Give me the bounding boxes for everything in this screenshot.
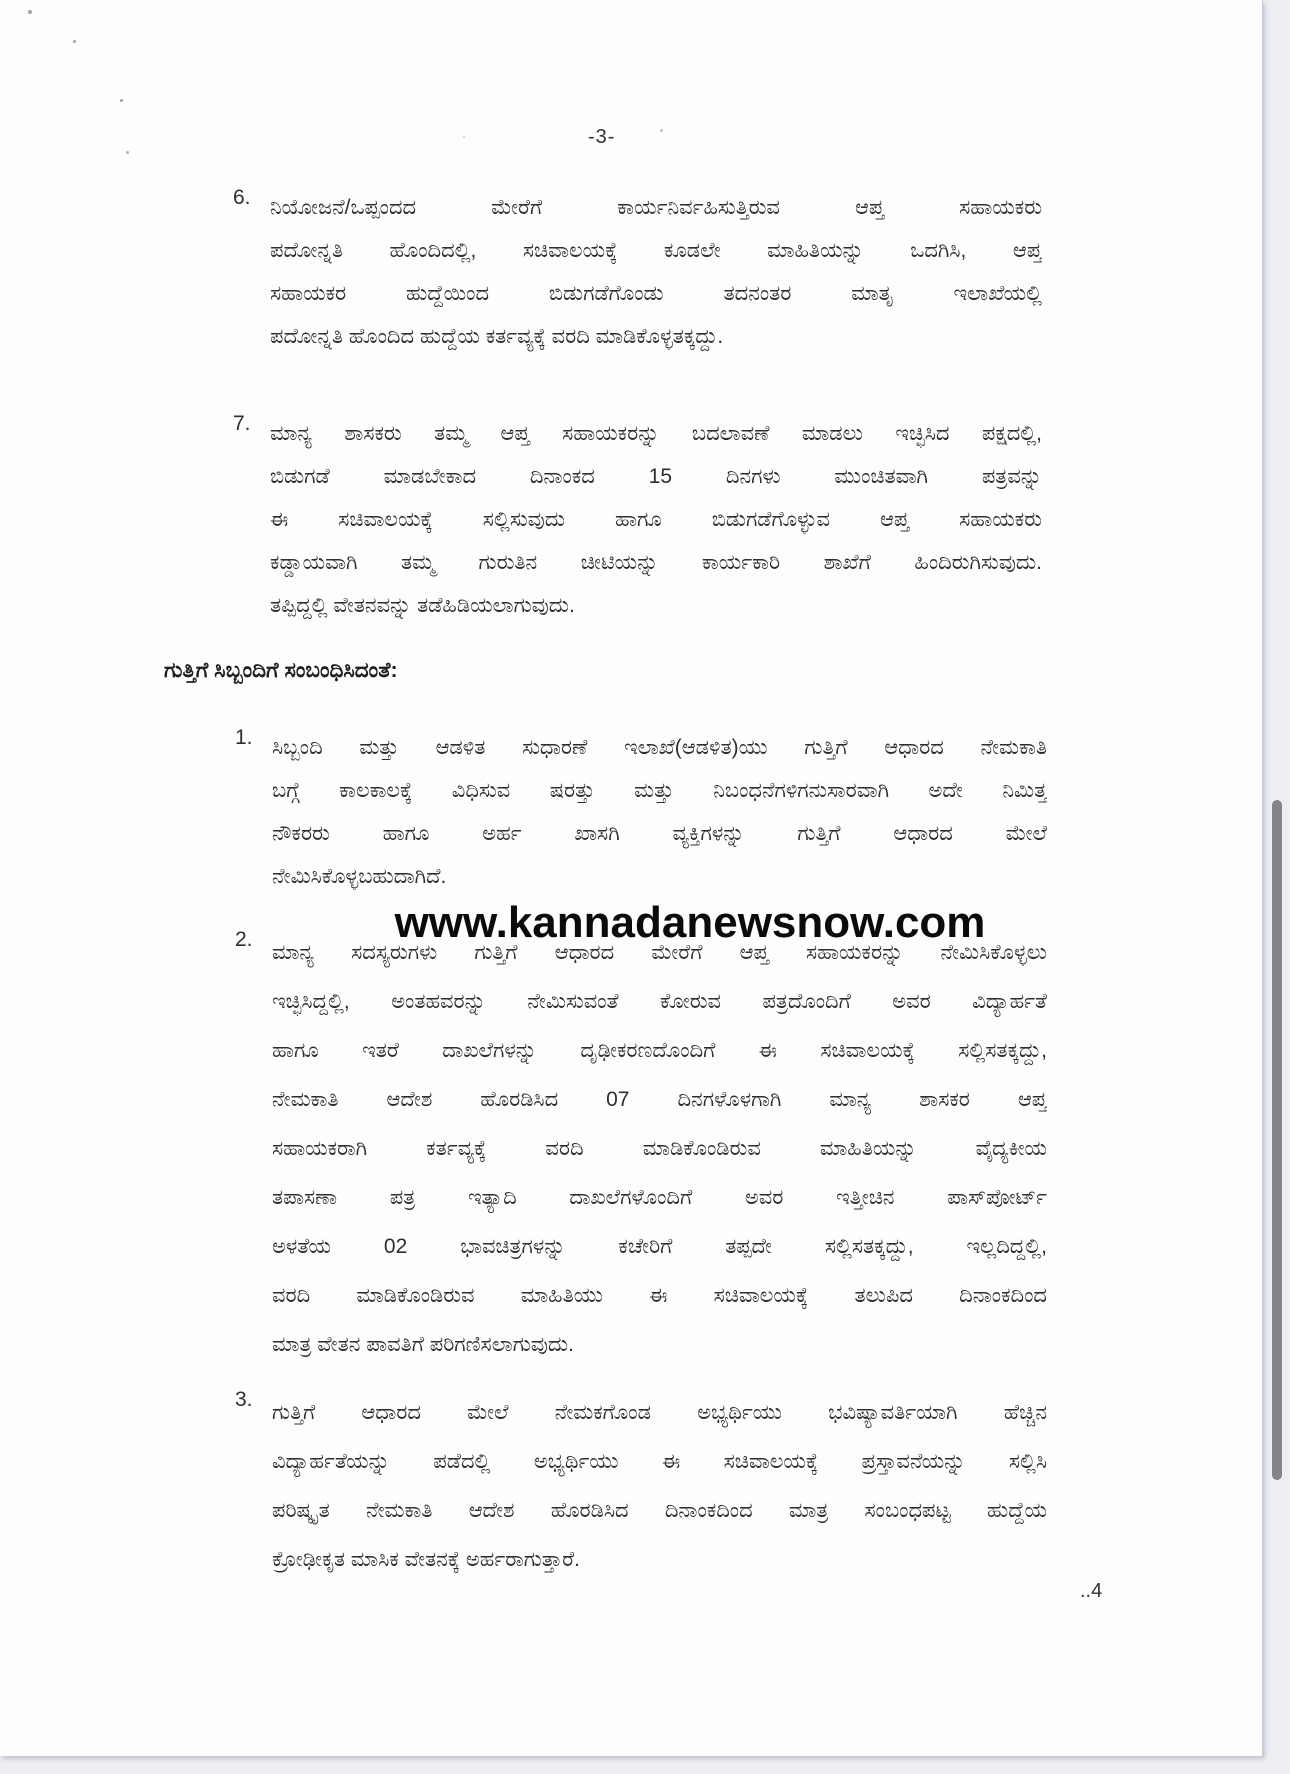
list-item-3-line: ಪರಿಷ್ಕೃತ ನೇಮಕಾತಿ ಆದೇಶ ಹೊರಡಿಸಿದ ದಿನಾಂಕದಿಂದ ಮಾತ್ರ ಸಂಬಂಧಪಟ್ಟ ಹುದ್ದೆಯ — [272, 1499, 1047, 1522]
list-item-2-number: 2. — [235, 928, 253, 951]
list-item-2-line: ವರದಿ ಮಾಡಿಕೊಂಡಿರುವ ಮಾಹಿತಿಯು ಈ ಸಚಿವಾಲಯಕ್ಕೆ ತಲುಪಿದ ದಿನಾಂಕದಿಂದ — [272, 1284, 1047, 1307]
scrollbar-thumb[interactable] — [1272, 800, 1282, 1480]
list-item-1-line: ಸಿಬ್ಬಂದಿ ಮತ್ತು ಆಡಳಿತ ಸುಧಾರಣೆ ಇಲಾಖೆ(ಆಡಳಿತ)ಯು ಗುತ್ತಿಗೆ ಆಧಾರದ ನೇಮಕಾತಿ — [272, 736, 1047, 759]
list-item-2-line: ಹಾಗೂ ಇತರೆ ದಾಖಲೆಗಳನ್ನು ದೃಢೀಕರಣದೊಂದಿಗೆ ಈ ಸಚಿವಾಲಯಕ್ಕೆ ಸಲ್ಲಿಸತಕ್ಕದ್ದು, — [272, 1039, 1047, 1062]
paragraph-7-line: ಕಡ್ಡಾಯವಾಗಿ ತಮ್ಮ ಗುರುತಿನ ಚೀಟಿಯನ್ನು ಕಾರ್ಯಕಾರಿ ಶಾಖೆಗೆ ಹಿಂದಿರುಗಿಸುವುದು. — [270, 551, 1042, 574]
scan-speck — [126, 151, 129, 154]
list-item-1-line: ನೌಕರರು ಹಾಗೂ ಅರ್ಹ ಖಾಸಗಿ ವ್ಯಕ್ತಿಗಳನ್ನು ಗುತ್ತಿಗೆ ಆಧಾರದ ಮೇಲೆ — [272, 822, 1047, 845]
list-item-2-line: ಅಳತೆಯ 02 ಭಾವಚಿತ್ರಗಳನ್ನು ಕಚೇರಿಗೆ ತಪ್ಪದೇ ಸಲ್ಲಿಸತಕ್ಕದ್ದು, ಇಲ್ಲದಿದ್ದಲ್ಲಿ, — [272, 1235, 1047, 1258]
list-item-2-line: ತಪಾಸಣಾ ಪತ್ರ ಇತ್ಯಾದಿ ದಾಖಲೆಗಳೊಂದಿಗೆ ಅವರ ಇತ್ತೀಚಿನ ಪಾಸ್‌ಪೋರ್ಟ್ — [272, 1186, 1047, 1209]
paragraph-7-line: ಮಾನ್ಯ ಶಾಸಕರು ತಮ್ಮ ಆಪ್ತ ಸಹಾಯಕರನ್ನು ಬದಲಾವಣೆ ಮಾಡಲು ಇಚ್ಛಿಸಿದ ಪಕ್ಷದಲ್ಲಿ, — [270, 422, 1042, 445]
watermark-text: www.kannadanewsnow.com — [394, 898, 986, 947]
list-item-2-line: ಸಹಾಯಕರಾಗಿ ಕರ್ತವ್ಯಕ್ಕೆ ವರದಿ ಮಾಡಿಕೊಂಡಿರುವ ಮಾಹಿತಿಯನ್ನು ವೈದ್ಯಕೀಯ — [272, 1137, 1047, 1160]
list-item-2-line: ಮಾನ್ಯ ಸದಸ್ಯರುಗಳು ಗುತ್ತಿಗೆ ಆಧಾರದ ಮೇರೆಗೆ ಆಪ್ತ ಸಹಾಯಕರನ್ನು ನೇಮಿಸಿಕೊಳ್ಳಲು — [272, 941, 1047, 964]
paragraph-6 — [233, 186, 1042, 358]
paragraph-6-line: ಪದೋನ್ನತಿ ಹೊಂದಿದ ಹುದ್ದೆಯ ಕರ್ತವ್ಯಕ್ಕೆ ವರದಿ ಮಾಡಿಕೊಳ್ಳತಕ್ಕದ್ದು. — [270, 325, 724, 348]
paragraph-7 — [233, 412, 1042, 627]
list-item-3-line: ಗುತ್ತಿಗೆ ಆಧಾರದ ಮೇಲೆ ನೇಮಕಗೊಂಡ ಅಭ್ಯರ್ಥಿಯು ಭವಿಷ್ಯಾವರ್ತಿಯಾಗಿ ಹೆಚ್ಚಿನ — [272, 1401, 1047, 1424]
scan-speck — [660, 129, 663, 132]
list-item-3-line: ಕ್ರೋಢೀಕೃತ ಮಾಸಿಕ ವೇತನಕ್ಕೆ ಅರ್ಹರಾಗುತ್ತಾರೆ. — [272, 1548, 580, 1571]
list-item-2 — [235, 928, 1047, 1369]
list-item-2-line: ಮಾತ್ರ ವೇತನ ಪಾವತಿಗೆ ಪರಿಗಣಿಸಲಾಗುವುದು. — [272, 1333, 574, 1356]
paragraph-7-line: ಈ ಸಚಿವಾಲಯಕ್ಕೆ ಸಲ್ಲಿಸುವುದು ಹಾಗೂ ಬಿಡುಗಡೆಗೊಳ್ಳುವ ಆಪ್ತ ಸಹಾಯಕರು — [270, 508, 1042, 531]
next-page-marker: ..4 — [1080, 1580, 1103, 1602]
paragraph-7-number: 7. — [233, 412, 251, 435]
scan-speck — [28, 10, 32, 14]
list-item-1-number: 1. — [235, 726, 253, 749]
list-item-2-line: ಇಚ್ಛಿಸಿದ್ದಲ್ಲಿ, ಅಂತಹವರನ್ನು ನೇಮಿಸುವಂತೆ ಕೋರುವ ಪತ್ರದೊಂದಿಗೆ ಅವರ ವಿದ್ಯಾರ್ಹತೆ — [272, 990, 1047, 1013]
list-item-1 — [235, 726, 1047, 898]
paragraph-7-line: ತಪ್ಪಿದ್ದಲ್ಲಿ ವೇತನವನ್ನು ತಡೆಹಿಡಿಯಲಾಗುವುದು. — [270, 594, 575, 617]
paragraph-6-line: ನಿಯೋಜನೆ/ಒಪ್ಪಂದದ ಮೇರೆಗೆ ಕಾರ್ಯನಿರ್ವಹಿಸುತ್ತಿರುವ ಆಪ್ತ ಸಹಾಯಕರು — [270, 196, 1042, 219]
scan-speck — [463, 136, 465, 138]
list-item-3 — [235, 1388, 1047, 1584]
list-item-1-line: ಬಗ್ಗೆ ಕಾಲಕಾಲಕ್ಕೆ ವಿಧಿಸುವ ಷರತ್ತು ಮತ್ತು ನಿಬಂಧನೆಗಳಿಗನುಸಾರವಾಗಿ ಅದೇ ನಿಮಿತ್ತ — [272, 779, 1047, 802]
section-heading: ಗುತ್ತಿಗೆ ಸಿಬ್ಬಂದಿಗೆ ಸಂಬಂಧಿಸಿದಂತೆ: — [164, 658, 398, 682]
page-number: -3- — [588, 126, 616, 148]
list-item-3-number: 3. — [235, 1388, 253, 1411]
paragraph-6-line: ಪದೋನ್ನತಿ ಹೊಂದಿದಲ್ಲಿ, ಸಚಿವಾಲಯಕ್ಕೆ ಕೂಡಲೇ ಮಾಹಿತಿಯನ್ನು ಒದಗಿಸಿ, ಆಪ್ತ — [270, 239, 1042, 262]
list-item-3-line: ವಿದ್ಯಾರ್ಹತೆಯನ್ನು ಪಡೆದಲ್ಲಿ ಅಭ್ಯರ್ಥಿಯು ಈ ಸಚಿವಾಲಯಕ್ಕೆ ಪ್ರಸ್ತಾವನೆಯನ್ನು ಸಲ್ಲಿಸಿ — [272, 1450, 1047, 1473]
list-item-1-line: ನೇಮಿಸಿಕೊಳ್ಳಬಹುದಾಗಿದೆ. — [272, 865, 447, 888]
list-item-2-line: ನೇಮಕಾತಿ ಆದೇಶ ಹೊರಡಿಸಿದ 07 ದಿನಗಳೊಳಗಾಗಿ ಮಾನ್ಯ ಶಾಸಕರ ಆಪ್ತ — [272, 1088, 1047, 1111]
scan-speck — [73, 40, 76, 43]
paragraph-6-number: 6. — [233, 186, 251, 209]
paragraph-7-line: ಬಿಡುಗಡೆ ಮಾಡಬೇಕಾದ ದಿನಾಂಕದ 15 ದಿನಗಳು ಮುಂಚಿತವಾಗಿ ಪತ್ರವನ್ನು — [270, 465, 1042, 488]
paragraph-6-line: ಸಹಾಯಕರ ಹುದ್ದೆಯಿಂದ ಬಿಡುಗಡೆಗೊಂಡು ತದನಂತರ ಮಾತೃ ಇಲಾಖೆಯಲ್ಲಿ — [270, 282, 1042, 305]
scan-speck — [120, 99, 123, 102]
